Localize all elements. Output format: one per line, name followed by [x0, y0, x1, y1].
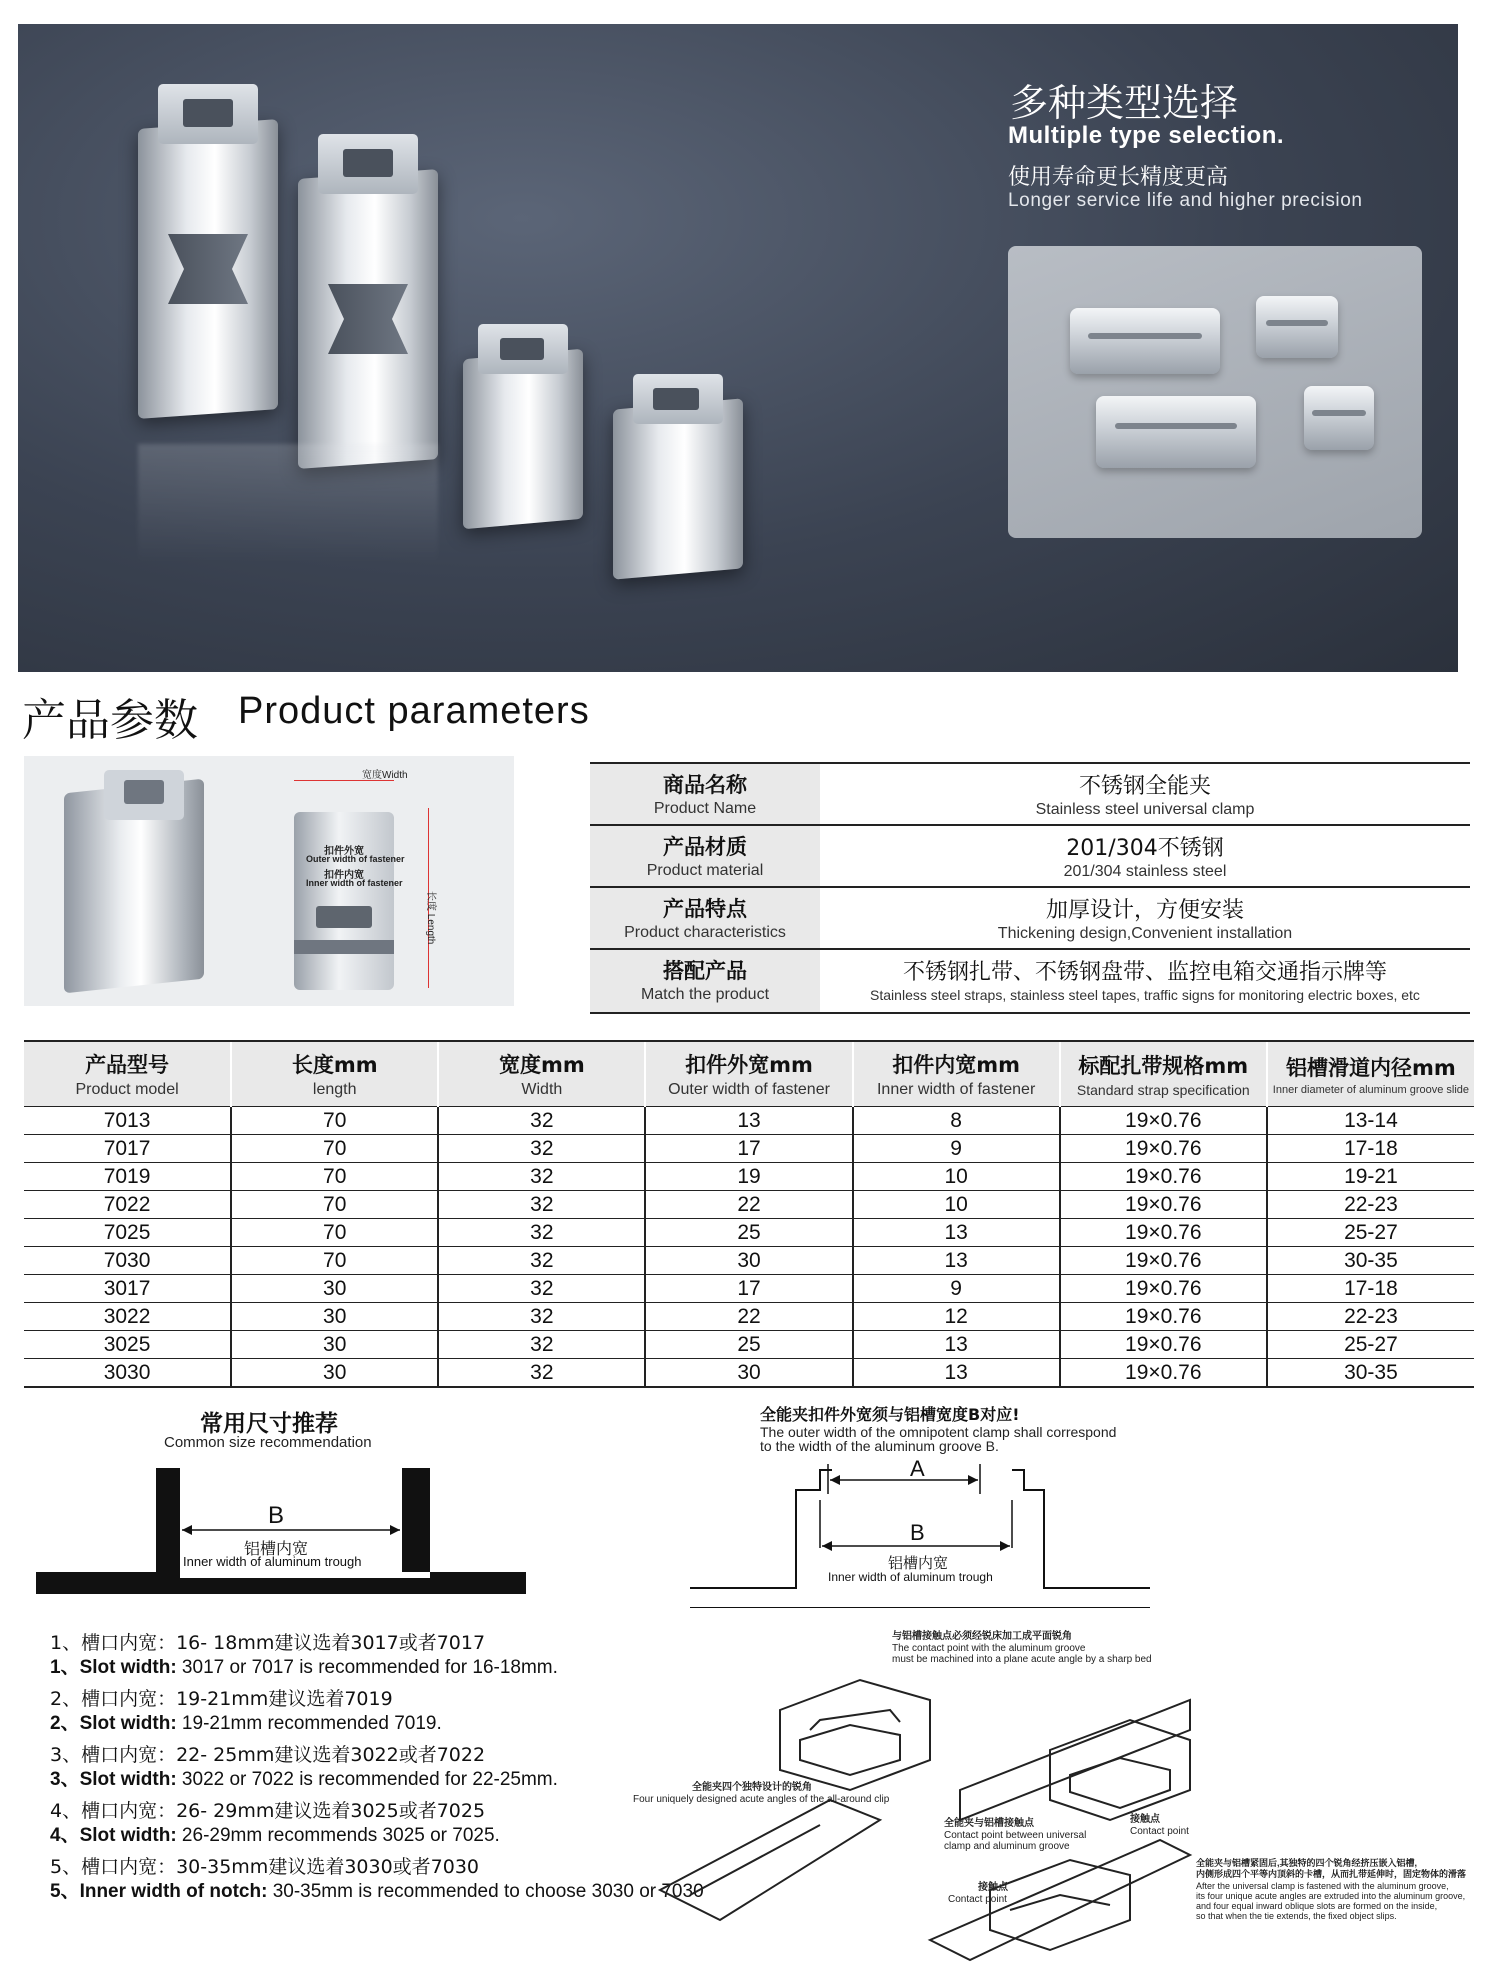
note-fix-en-4: so that when the tie extends, the fixed object slips.	[1196, 1911, 1397, 1921]
table-cell: 19×0.76	[1060, 1191, 1267, 1219]
table-cell: 70	[231, 1219, 438, 1247]
table-cell: 32	[438, 1107, 645, 1135]
table-cell: 32	[438, 1219, 645, 1247]
aluminum-trough-diagram	[30, 1460, 530, 1600]
rec-item-en	[50, 1708, 442, 1735]
note-angles-en: Four uniquely designed acute angles of the all-around clip	[633, 1794, 890, 1805]
clamp-product-image-3	[458, 324, 588, 524]
rec-item-zh: 2、槽口内宽：19-21mm建议选着7019	[50, 1688, 393, 1710]
spec-label-zh: 产品材质	[663, 835, 747, 859]
table-cell: 30	[645, 1247, 852, 1275]
note-fix-en-1: After the universal clamp is fastened with the aluminum groove,	[1196, 1881, 1449, 1891]
table-cell: 25-27	[1267, 1219, 1474, 1247]
rec-item-en-text: 30-35mm is recommended to choose 3030 or 7030	[267, 1881, 704, 1902]
table-cell: 30-35	[1267, 1359, 1474, 1388]
table-cell: 8	[853, 1107, 1060, 1135]
table-row	[24, 1107, 1474, 1135]
header-cell	[24, 1041, 231, 1107]
ab-title-zh: 全能夹扣件外宽须与铝槽宽度B对应!	[760, 1405, 1020, 1424]
table-cell: 19×0.76	[1060, 1163, 1267, 1191]
table-cell: 9	[853, 1135, 1060, 1163]
table-cell: 30	[231, 1303, 438, 1331]
header-cell	[438, 1041, 645, 1107]
header-en: Inner diameter of aluminum groove slide	[1272, 1084, 1470, 1096]
table-cell: 32	[438, 1135, 645, 1163]
spec-label-en: Match the product	[640, 986, 770, 1003]
diagram-divider	[690, 1607, 1150, 1608]
model-table	[24, 1040, 1474, 1388]
groove-b-label: B	[910, 1520, 925, 1545]
table-cell: 19×0.76	[1060, 1107, 1267, 1135]
rec-item-zh: 5、槽口内宽：30-35mm建议选着3030或者7030	[50, 1856, 480, 1878]
clamp-product-image-4	[608, 374, 748, 574]
table-cell: 3022	[24, 1303, 231, 1331]
spec-label-en: Product material	[646, 862, 764, 879]
table-cell: 19	[645, 1163, 852, 1191]
header-zh: 扣件内宽mm	[892, 1053, 1021, 1077]
table-cell: 19×0.76	[1060, 1331, 1267, 1359]
hero-subtitle-zh: 使用寿命更长精度更高	[1008, 165, 1229, 190]
table-cell: 13	[853, 1247, 1060, 1275]
note-cp-en-1: Contact point between universal	[944, 1830, 1087, 1841]
table-cell: 10	[853, 1163, 1060, 1191]
table-cell: 17-18	[1267, 1275, 1474, 1303]
note-fix-zh-2: 内侧形成四个平等内顶斜的卡槽，从而扎带延伸时，固定物体的滑落	[1196, 1869, 1467, 1879]
rec-item-en-prefix: 2、Slot width:	[50, 1713, 177, 1734]
table-row	[24, 1303, 1474, 1331]
table-cell: 7019	[24, 1163, 231, 1191]
size-rec-title-zh: 常用尺寸推荐	[200, 1411, 338, 1437]
header-en: Inner width of fastener	[876, 1081, 1036, 1098]
table-cell: 3017	[24, 1275, 231, 1303]
spec-value-en: Stainless steel universal clamp	[1035, 801, 1255, 818]
groove-inner-zh: 铝槽内宽	[888, 1554, 949, 1572]
table-cell: 9	[853, 1275, 1060, 1303]
table-row	[24, 1191, 1474, 1219]
note-cp-zh: 全能夹与铝槽接触点	[944, 1818, 1034, 1829]
hero-title-zh: 多种类型选择	[1010, 81, 1239, 125]
table-cell: 3025	[24, 1331, 231, 1359]
trough-inner-zh: 铝槽内宽	[244, 1539, 309, 1558]
spec-label-zh: 产品特点	[663, 897, 747, 921]
note-fix-en-3: and four equal inward oblique slots are formed on the inside,	[1196, 1901, 1438, 1911]
note-jcd-1-en: Contact point	[1130, 1826, 1189, 1837]
table-row	[24, 1331, 1474, 1359]
section-title-zh: 产品参数	[22, 695, 198, 746]
table-cell: 17	[645, 1135, 852, 1163]
header-en: Outer width of fastener	[668, 1081, 830, 1098]
clamp-piece-1	[1070, 308, 1220, 374]
table-row	[24, 1163, 1474, 1191]
table-cell: 22-23	[1267, 1191, 1474, 1219]
table-cell: 19×0.76	[1060, 1135, 1267, 1163]
spec-value-zh: 不锈钢全能夹	[1078, 774, 1211, 799]
rec-item-zh: 3、槽口内宽：22- 25mm建议选着3022或者7022	[50, 1744, 486, 1766]
inner-width-label-zh: 扣件内宽	[324, 870, 364, 881]
note-contact-en-1: The contact point with the aluminum groove	[892, 1643, 1086, 1654]
spec-value-en: Thickening design,Convenient installation	[997, 925, 1293, 942]
note-fix-en-2: its four unique acute angles are extruded into the aluminum groove,	[1196, 1891, 1466, 1901]
table-cell: 17-18	[1267, 1135, 1474, 1163]
table-row	[24, 1135, 1474, 1163]
table-cell: 7013	[24, 1107, 231, 1135]
table-cell: 30-35	[1267, 1247, 1474, 1275]
clamp-reflection	[138, 444, 438, 564]
spec-label-zh: 商品名称	[663, 773, 747, 797]
outer-width-label-en: Outer width of fastener	[306, 854, 405, 864]
table-cell: 22	[645, 1303, 852, 1331]
table-cell: 70	[231, 1107, 438, 1135]
product-photo	[24, 756, 514, 1006]
table-cell: 19-21	[1267, 1163, 1474, 1191]
table-cell: 25	[645, 1219, 852, 1247]
clamp-piece-4	[1304, 386, 1374, 450]
table-cell: 25-27	[1267, 1331, 1474, 1359]
table-cell: 30	[231, 1331, 438, 1359]
table-cell: 30	[645, 1359, 852, 1388]
trough-inner-en: Inner width of aluminum trough	[183, 1554, 362, 1569]
length-label: 长度 Length	[425, 891, 436, 945]
table-cell: 7022	[24, 1191, 231, 1219]
table-cell: 32	[438, 1163, 645, 1191]
spec-value-zh: 加厚设计，方便安装	[1045, 898, 1244, 923]
groove-a-label: A	[910, 1456, 925, 1481]
table-cell: 7025	[24, 1219, 231, 1247]
rec-item-zh: 1、槽口内宽：16- 18mm建议选着3017或者7017	[50, 1632, 486, 1654]
table-cell: 30	[231, 1275, 438, 1303]
table-cell: 19×0.76	[1060, 1275, 1267, 1303]
rec-item-en-text: 3022 or 7022 is recommended for 22-25mm.	[176, 1769, 558, 1790]
rec-item-en-text: 3017 or 7017 is recommended for 16-18mm.	[176, 1657, 558, 1678]
table-cell: 22-23	[1267, 1303, 1474, 1331]
table-cell: 70	[231, 1135, 438, 1163]
header-en: Product model	[75, 1081, 179, 1098]
table-cell: 30	[231, 1359, 438, 1388]
photo-clamp-front	[294, 812, 394, 990]
table-row	[24, 1359, 1474, 1388]
table-cell: 13-14	[1267, 1107, 1474, 1135]
table-cell: 19×0.76	[1060, 1219, 1267, 1247]
table-cell: 70	[231, 1247, 438, 1275]
table-cell: 19×0.76	[1060, 1247, 1267, 1275]
clamp-piece-3	[1096, 396, 1256, 468]
ab-text-en-2: to the width of the aluminum groove B.	[760, 1438, 999, 1454]
width-label: 宽度Width	[362, 770, 408, 781]
inner-width-label-en: Inner width of fastener	[306, 878, 403, 888]
note-contact-en-2: must be machined into a plane acute angle by a sharp bed	[892, 1654, 1152, 1665]
rec-item-en-text: 26-29mm recommends 3025 or 7025.	[176, 1825, 500, 1846]
note-cp-en-2: clamp and aluminum groove	[944, 1841, 1070, 1852]
header-en: Standard strap specification	[1076, 1082, 1250, 1098]
spec-label-zh: 搭配产品	[663, 959, 747, 983]
table-cell: 32	[438, 1247, 645, 1275]
clamp-piece-2	[1256, 296, 1338, 358]
table-cell: 13	[645, 1107, 852, 1135]
header-en: Width	[521, 1081, 563, 1098]
hero-inset-image	[1008, 246, 1422, 538]
table-row	[24, 1275, 1474, 1303]
table-cell: 3030	[24, 1359, 231, 1388]
note-contact-zh: 与铝槽接触点必须经锐床加工成平面锐角	[892, 1631, 1072, 1642]
header-zh: 产品型号	[85, 1053, 170, 1077]
spec-row	[590, 886, 1470, 950]
table-cell: 32	[438, 1275, 645, 1303]
header-zh: 宽度mm	[498, 1053, 585, 1077]
rec-item-en-prefix: 4、Slot width:	[50, 1825, 177, 1846]
note-jcd-2-en: Contact point	[948, 1894, 1007, 1905]
photo-clamp-front-slot	[316, 906, 372, 928]
note-fix-zh-1: 全能夹与铝槽紧固后,其独特的四个锐角经挤压嵌入铝槽,	[1196, 1858, 1418, 1868]
spec-row	[590, 824, 1470, 888]
table-cell: 70	[231, 1163, 438, 1191]
table-cell: 32	[438, 1191, 645, 1219]
table-row	[24, 1247, 1474, 1275]
table-cell: 25	[645, 1331, 852, 1359]
rec-item-en	[50, 1820, 500, 1847]
rec-item-en	[50, 1652, 558, 1679]
table-cell: 13	[853, 1219, 1060, 1247]
header-zh: 铝槽滑道内径mm	[1286, 1056, 1456, 1080]
header-cell	[645, 1041, 852, 1107]
table-cell: 19×0.76	[1060, 1359, 1267, 1388]
table-cell: 32	[438, 1331, 645, 1359]
hero-subtitle-en: Longer service life and higher precision	[1008, 190, 1363, 211]
rec-item-en-prefix: 5、Inner width of notch:	[50, 1881, 268, 1902]
clamp-product-image-1	[128, 84, 288, 414]
spec-row	[590, 948, 1470, 1014]
table-cell: 7017	[24, 1135, 231, 1163]
header-cell	[1060, 1041, 1267, 1107]
table-cell: 19×0.76	[1060, 1303, 1267, 1331]
table-cell: 10	[853, 1191, 1060, 1219]
header-zh: 标配扎带规格mm	[1078, 1054, 1249, 1078]
note-jcd-2-zh: 接触点	[978, 1882, 1008, 1893]
table-cell: 17	[645, 1275, 852, 1303]
table-cell: 70	[231, 1191, 438, 1219]
rec-item-zh: 4、槽口内宽：26- 29mm建议选着3025或者7025	[50, 1800, 486, 1822]
hero-title-en: Multiple type selection.	[1008, 122, 1285, 149]
outer-width-label-zh: 扣件外宽	[324, 846, 364, 857]
header-cell	[853, 1041, 1060, 1107]
table-cell: 7030	[24, 1247, 231, 1275]
photo-clamp-slot	[124, 780, 164, 804]
table-cell: 12	[853, 1303, 1060, 1331]
note-angles-zh: 全能夹四个独特设计的锐角	[692, 1782, 812, 1793]
table-row	[24, 1219, 1474, 1247]
rec-item-en	[50, 1764, 558, 1791]
spec-value-en: Stainless steel straps, stainless steel tapes, traffic signs for monitoring electric boxes, etc	[870, 987, 1420, 1003]
spec-value-en: 201/304 stainless steel	[1063, 863, 1227, 880]
spec-value-zh: 201/304不锈钢	[1066, 836, 1224, 861]
note-jcd-1-zh: 接触点	[1130, 1814, 1160, 1825]
rec-item-en	[50, 1876, 704, 1903]
table-cell: 13	[853, 1331, 1060, 1359]
spec-value-zh: 不锈钢扎带、不锈钢盘带、监控电箱交通指示牌等	[902, 960, 1387, 985]
table-cell: 32	[438, 1359, 645, 1388]
rec-item-en-prefix: 1、Slot width:	[50, 1657, 177, 1678]
trough-b-label: B	[268, 1502, 285, 1529]
photo-clamp-front-base	[294, 940, 394, 954]
rec-item-en-prefix: 3、Slot width:	[50, 1769, 177, 1790]
section-title-en: Product parameters	[238, 690, 590, 732]
spec-label-en: Product characteristics	[624, 924, 786, 941]
table-cell: 13	[853, 1359, 1060, 1388]
table-cell: 32	[438, 1303, 645, 1331]
spec-label-en: Product Name	[653, 800, 757, 817]
header-cell	[231, 1041, 438, 1107]
header-zh: 长度mm	[291, 1053, 378, 1077]
clamp-product-image-2	[288, 134, 448, 464]
header-en: length	[312, 1081, 357, 1098]
size-rec-title-en: Common size recommendation	[164, 1434, 372, 1451]
header-cell	[1267, 1041, 1474, 1107]
table-cell: 22	[645, 1191, 852, 1219]
spec-row	[590, 762, 1470, 826]
ab-text-en-1: The outer width of the omnipotent clamp shall correspond	[760, 1424, 1117, 1440]
rec-item-en-text: 19-21mm recommended 7019.	[176, 1713, 442, 1734]
groove-inner-en: Inner width of aluminum trough	[828, 1570, 993, 1584]
model-table-header	[24, 1041, 1474, 1107]
header-zh: 扣件外宽mm	[685, 1053, 813, 1077]
